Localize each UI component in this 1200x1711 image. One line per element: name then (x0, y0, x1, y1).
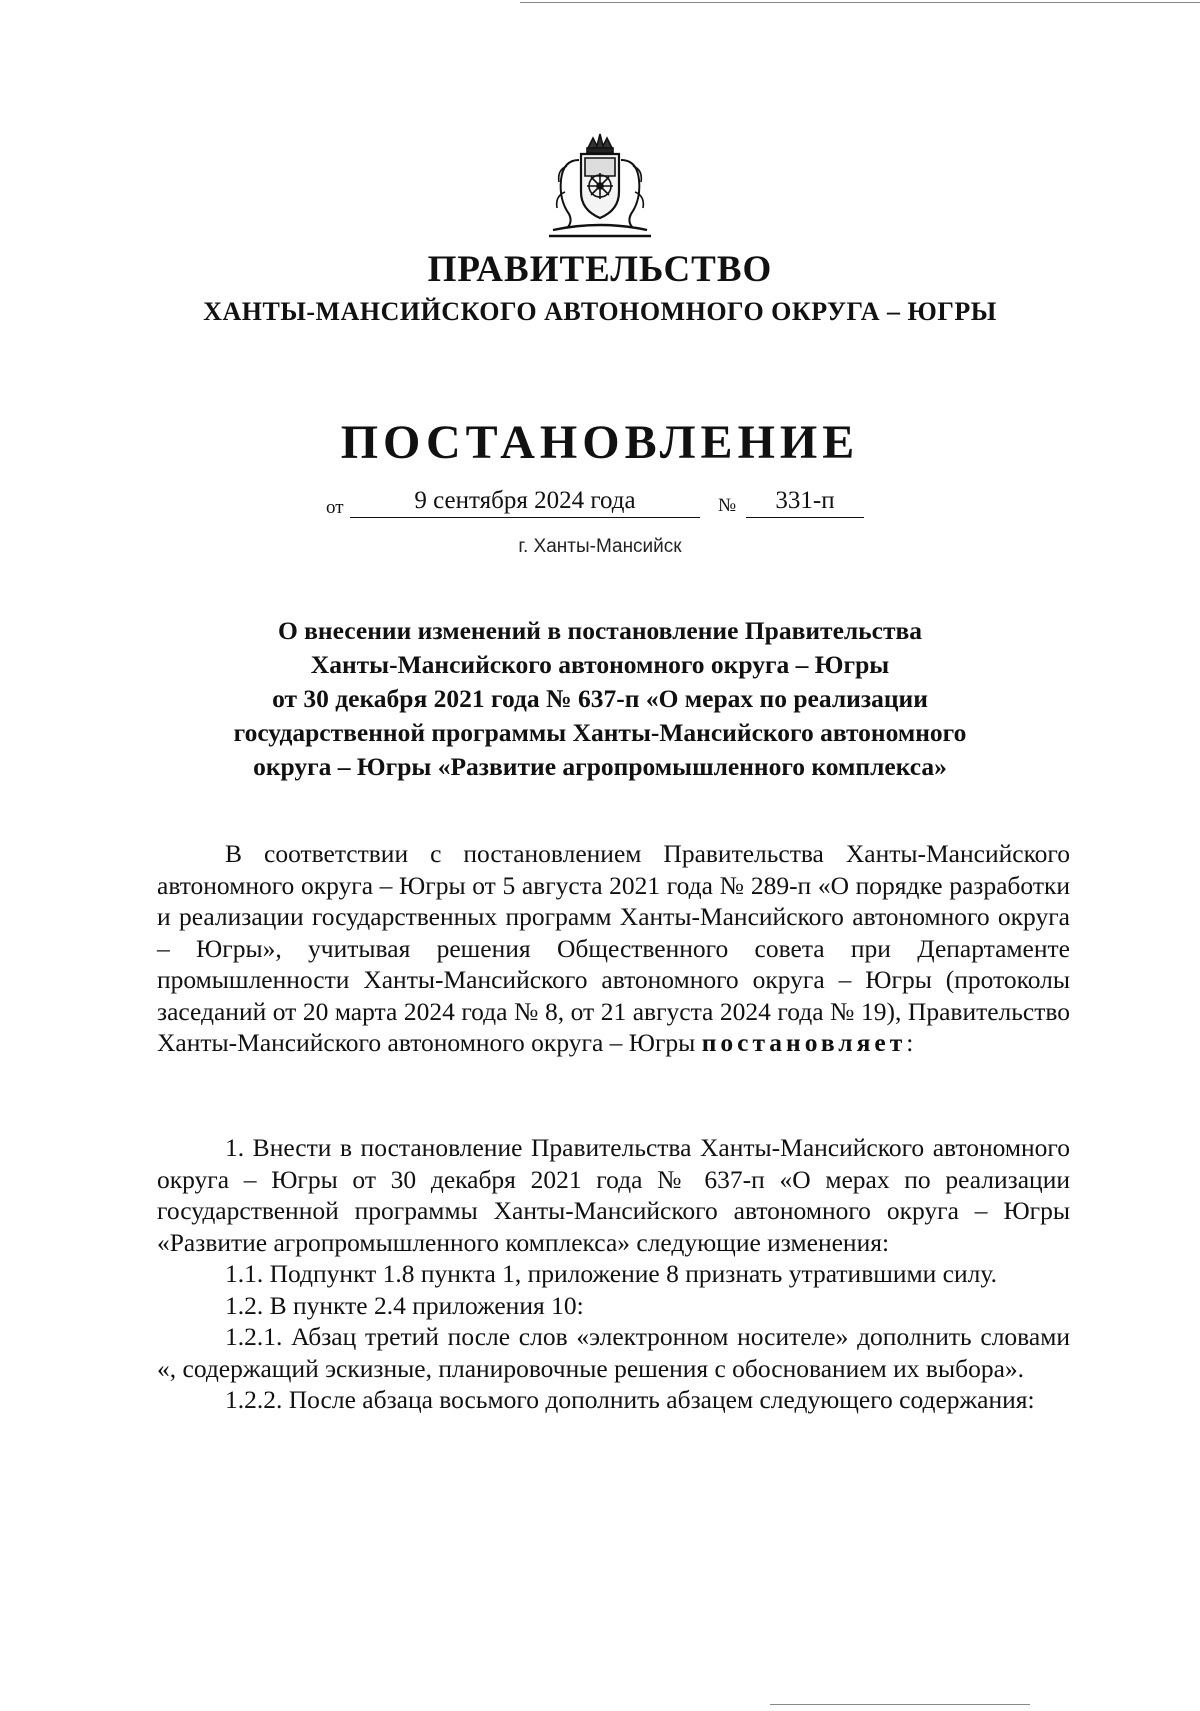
date-prefix-label: от (326, 497, 344, 518)
document-date-field: 9 сентября 2024 года (350, 487, 700, 518)
document-number-field: 331-п (746, 487, 864, 518)
scan-edge-line-top (520, 2, 1200, 3)
preamble-block (157, 838, 1070, 1059)
document-type-heading: ПОСТАНОВЛЕНИЕ (340, 416, 860, 469)
city-label: г. Ханты-Мансийск (518, 536, 682, 557)
subject-line: государственной программы Ханты-Мансийского автономного (233, 718, 967, 747)
subject-line: О внесении изменений в постановление Правительства (277, 616, 923, 645)
number-label: № (718, 495, 737, 516)
document-subject (150, 614, 1050, 784)
scan-edge-line-bottom (770, 1704, 1030, 1705)
preamble-paragraph (157, 838, 1070, 1059)
subject-line: от 30 декабря 2021 года № 637-п «О мерах по реализации (272, 684, 928, 713)
resolution-items (157, 1132, 1070, 1416)
resolution-paragraph: 1.2.1. Абзац третий после слов «электронном носителе» дополнить словами «, содержащий эскизные, планировочные решения с обоснованием их выбора». (157, 1322, 1070, 1383)
resolution-paragraph: 1. Внести в постановление Правительства Ханты-Мансийского автономного округа – Югры от 30 декабря 2021 года № 637-п «О мерах по реализации государственной программы Ханты-Мансийского автономного округа – Югры «Развитие агропромышленного комплекса» следующие изменения: (157, 1133, 1070, 1257)
subject-line: округа – Югры «Развитие агропромышленного комплекса» (253, 752, 947, 781)
subject-line: Ханты-Мансийского автономного округа – Югры (310, 650, 890, 679)
coat-of-arms-emblem (543, 130, 657, 240)
preamble-text: В соответствии с постановлением Правительства Ханты-Мансийского автономного округа – Югры от 5 августа 2021 года № 289-п «О порядке разработки и реализации государственных программ Ханты-Мансийского автономного округа – Югры», учитывая решения Общественного совета при Департаменте промышленности Ханты-Мансийского автономного округа – Югры (протоколы заседаний от 20 марта 2024 года № 8, от 21 августа 2024 года № 19), Правительство Ханты-Мансийского автономного округа – Югры (157, 839, 1070, 1057)
resolution-paragraph: 1.2.2. После абзаца восьмого дополнить абзацем следующего содержания: (225, 1385, 1035, 1414)
government-region-title: ХАНТЫ-МАНСИЙСКОГО АВТОНОМНОГО ОКРУГА – ЮГРЫ (203, 297, 997, 326)
resolution-paragraph: 1.1. Подпункт 1.8 пункта 1, приложение 8 признать утратившими силу. (225, 1259, 997, 1288)
resolution-paragraph: 1.2. В пункте 2.4 приложения 10: (225, 1290, 584, 1320)
government-title: ПРАВИТЕЛЬСТВО (427, 249, 773, 290)
resolves-colon: : (906, 1028, 914, 1057)
resolves-word: постановляет (701, 1028, 907, 1057)
